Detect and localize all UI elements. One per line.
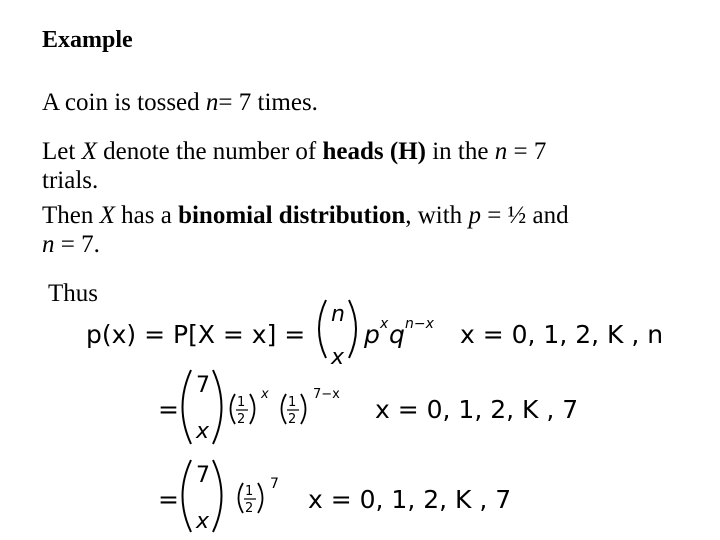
eq1-binom-top: n bbox=[331, 302, 345, 327]
equation-3 bbox=[158, 460, 511, 534]
eq2-binom-paren-right bbox=[213, 370, 222, 444]
eq1-lhs: p(x) = P[X = x] = bbox=[86, 320, 306, 349]
eq3-exp: 7 bbox=[270, 476, 279, 492]
eq2-exp2: 7−x bbox=[313, 387, 340, 402]
line1-var-n: n bbox=[205, 89, 219, 116]
eq2-half1-den: 2 bbox=[237, 412, 246, 427]
eq3-half-paren-left bbox=[239, 483, 244, 513]
eq3-half-num: 1 bbox=[245, 484, 254, 499]
eq2-exp1: x bbox=[261, 387, 269, 402]
line5-var-n: n bbox=[42, 231, 55, 258]
eq2-binom-bottom: x bbox=[196, 419, 210, 444]
eq2-equals: = bbox=[158, 395, 179, 424]
line2-var-n: n bbox=[494, 138, 508, 165]
eq2-half2-den: 2 bbox=[288, 412, 297, 427]
line2-p3: in the bbox=[425, 138, 495, 165]
line4-var-p: p bbox=[468, 202, 481, 229]
eq2-half1-paren-right bbox=[250, 394, 255, 424]
line4-p1: Then bbox=[42, 202, 100, 229]
eq2-half2-num: 1 bbox=[288, 395, 297, 410]
eq1-p-exp: x bbox=[380, 316, 389, 332]
line4-var-x: X bbox=[99, 202, 115, 229]
eq1-paren-right bbox=[349, 300, 356, 358]
line1-pre: A coin is tossed bbox=[42, 89, 206, 116]
eq3-binom-top: 7 bbox=[196, 463, 210, 488]
line2-p2: denote the number of bbox=[96, 138, 323, 165]
eq1-q-exp: n−x bbox=[405, 316, 434, 332]
equation-1 bbox=[86, 300, 663, 370]
eq3-range: x = 0, 1, 2, K , 7 bbox=[308, 485, 512, 514]
line4-p3: , with bbox=[405, 202, 469, 229]
text-line-3: trials. bbox=[42, 167, 99, 194]
eq3-equals: = bbox=[158, 485, 179, 514]
line1-post: = 7 times. bbox=[218, 89, 318, 116]
line4-p2: has a bbox=[114, 202, 179, 229]
eq2-binom-paren-left bbox=[183, 370, 192, 444]
eq2-range: x = 0, 1, 2, K , 7 bbox=[375, 395, 579, 424]
eq3-half-den: 2 bbox=[245, 501, 254, 516]
eq2-binom-top: 7 bbox=[196, 373, 210, 398]
line2-p4: = 7 bbox=[507, 138, 547, 165]
line2-p1: Let bbox=[42, 138, 82, 165]
eq1-q: q bbox=[389, 320, 405, 349]
eq1-paren-left bbox=[319, 300, 326, 358]
eq3-half-paren-right bbox=[258, 483, 263, 513]
equation-2 bbox=[158, 370, 578, 444]
eq1-range: x = 0, 1, 2, K , n bbox=[460, 320, 664, 349]
eq2-half2-paren-left bbox=[282, 394, 287, 424]
eq3-binom-bottom: x bbox=[196, 509, 210, 534]
eq1-binom-bottom: x bbox=[331, 345, 345, 370]
eq3-binom-paren-left bbox=[183, 460, 192, 532]
line2-bold: heads (H) bbox=[322, 138, 426, 165]
text-thus: Thus bbox=[48, 280, 98, 307]
eq2-half1-paren-left bbox=[231, 394, 236, 424]
line4-p4: = ½ and bbox=[480, 202, 569, 229]
line4-bold: binomial distribution bbox=[178, 202, 406, 229]
line2-var-x: X bbox=[81, 138, 97, 165]
line5-p1: = 7. bbox=[54, 231, 100, 258]
eq2-half1-num: 1 bbox=[237, 395, 246, 410]
eq3-binom-paren-right bbox=[213, 460, 222, 532]
eq1-p: p bbox=[364, 320, 380, 349]
slide-title: Example bbox=[42, 27, 133, 53]
eq2-half2-paren-right bbox=[301, 394, 306, 424]
